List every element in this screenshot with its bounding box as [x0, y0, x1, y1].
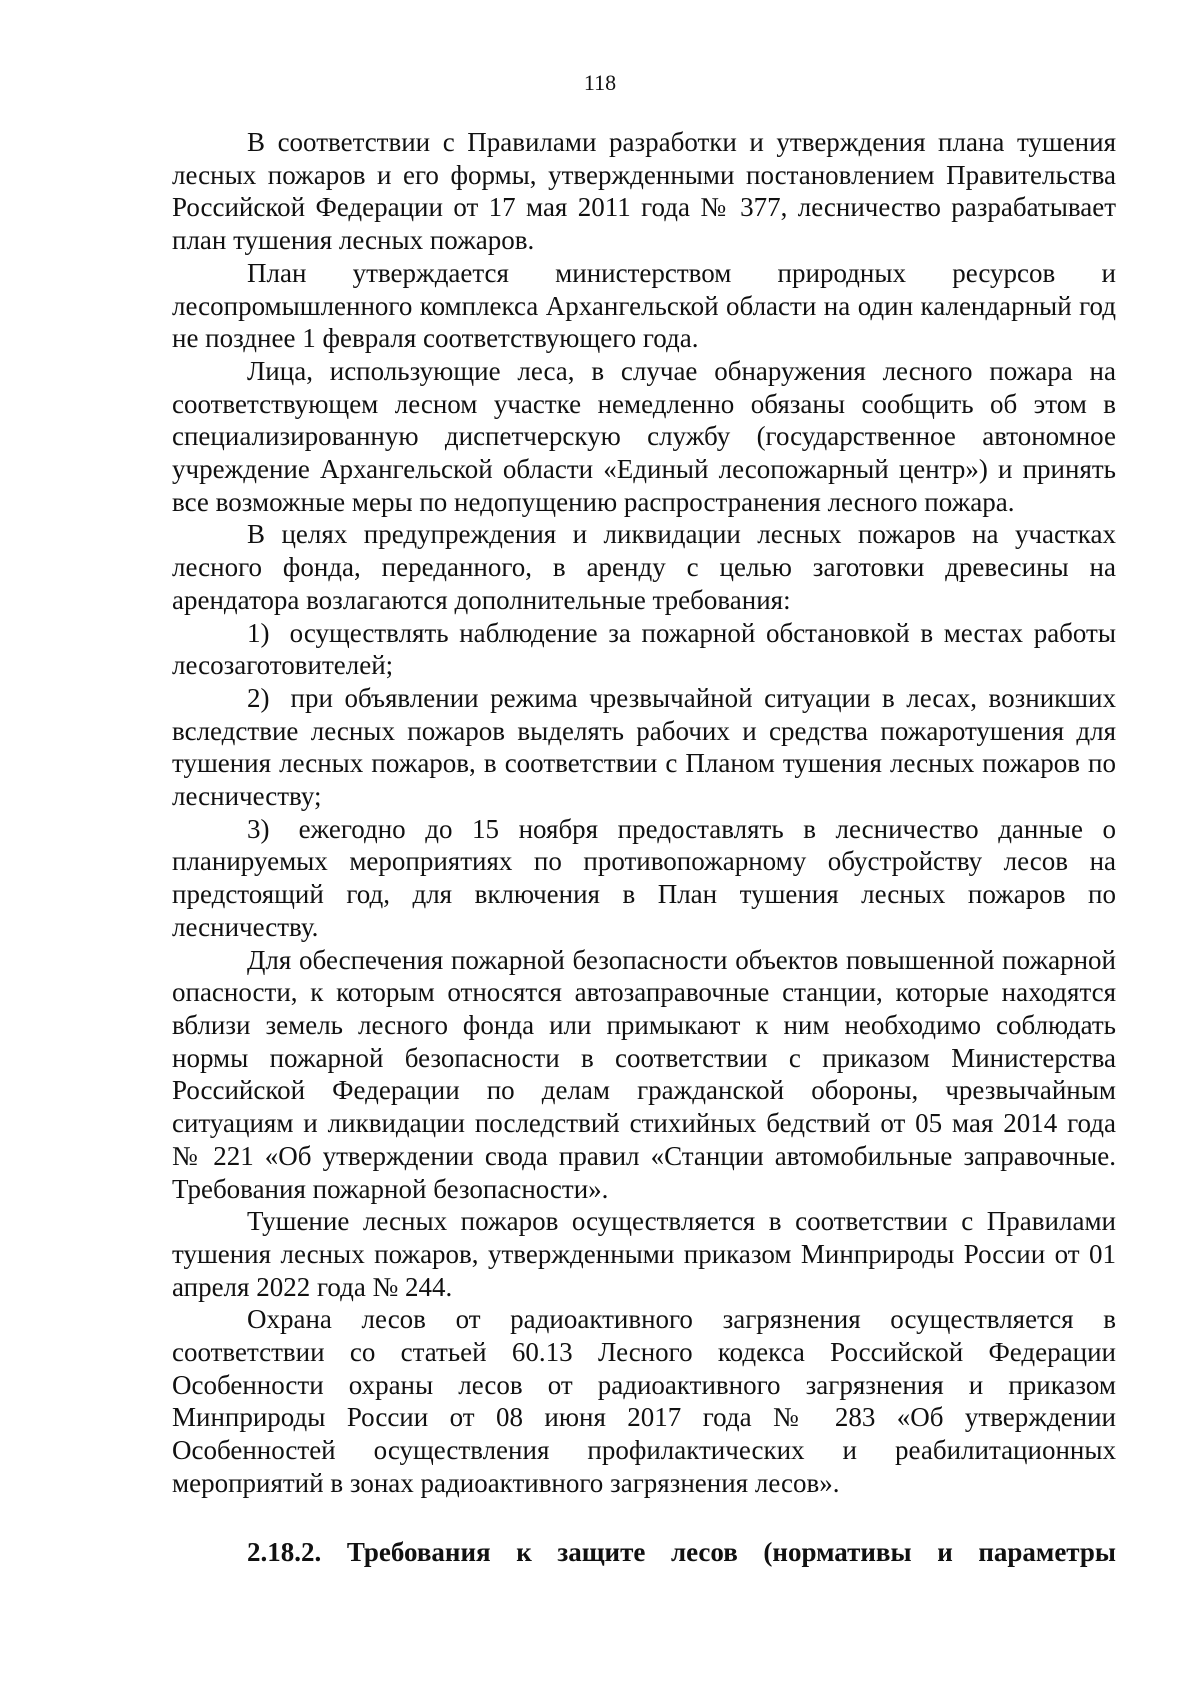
paragraph-plan-approval: План утверждается министерством природных ресурсов и лесопромышленного комплекса Архангельской области на один календарный год не позднее 1 февраля соответствующего года.: [172, 257, 1116, 354]
requirement-item: [172, 813, 1116, 944]
paragraph-fire-suppression-rules: Тушение лесных пожаров осуществляется в соответствии с Правилами тушения лесных пожаров, утвержденными приказом Минприроды России от 01 апреля 2022 года № 244.: [172, 1206, 1116, 1302]
paragraph-radioactive-protection: Охрана лесов от радиоактивного загрязнения осуществляется в соответствии со статьей 60.13 Лесного кодекса Российской Федерации Особенности охраны лесов от радиоактивного загрязнения и приказом Минприроды России от 08 июня 2017 года № 283 «Об утверждении Особенностей осуществления профилактических и реабилитационных мероприятий в зонах радиоактивного загрязнения лесов».: [172, 1304, 1116, 1498]
requirement-text: при объявлении режима чрезвычайной ситуации в лесах, возникших вследствие лесных пожаров выделять рабочих и средства пожаротушения для тушения лесных пожаров, в соответствии с Планом тушения лесных пожаров по лесничеству;: [172, 682, 1116, 812]
page-number: 118: [583, 70, 617, 95]
paragraph-tenant-requirements: В целях предупреждения и ликвидации лесных пожаров на участках лесного фонда, переданного, в аренду с целью заготовки древесины на арендатора возлагаются дополнительные требования:: [172, 519, 1116, 615]
paragraph-fire-reporting: Лица, использующие леса, в случае обнаружения лесного пожара на соответствующем лесном участке немедленно обязаны сообщить об этом в специализированную диспетчерскую службу (государственное автономное учреждение Архангельской области «Единый лесопожарный центр») и принять все возможные меры по недопущению распространения лесного пожара.: [172, 355, 1116, 517]
paragraph-fire-plan-rules: В соответствии с Правилами разработки и утверждения плана тушения лесных пожаров и его формы, утвержденными постановлением Правительства Российской Федерации от 17 мая 2011 года № 377, лесничество разрабатывает план тушения лесных пожаров.: [172, 127, 1116, 256]
document-body: [172, 126, 1116, 1568]
requirement-number: 3): [247, 813, 270, 844]
requirement-number: 2): [247, 682, 270, 713]
requirement-item: [172, 682, 1116, 813]
requirement-item: [172, 617, 1116, 682]
requirement-text: ежегодно до 15 ноября предоставлять в лесничество данные о планируемых мероприятиях по противопожарному обустройству лесов на предстоящий год, для включения в План тушения лесных пожаров по лесничеству.: [172, 813, 1116, 942]
requirement-number: 1): [247, 617, 270, 648]
section-heading: 2.18.2. Требования к защите лесов (нормативы и параметры: [247, 1536, 1116, 1567]
requirement-text: осуществлять наблюдение за пожарной обстановкой в местах работы лесозаготовителей;: [172, 617, 1116, 681]
paragraph-gas-station-safety: Для обеспечения пожарной безопасности объектов повышенной пожарной опасности, к которым относятся автозаправочные станции, которые находятся вблизи земель лесного фонда или примыкают к ним необходимо соблюдать нормы пожарной безопасности в соответствии с приказом Министерства Российской Федерации по делам гражданской обороны, чрезвычайным ситуациям и ликвидации последствий стихийных бедствий от 05 мая 2014 года № 221 «Об утверждении свода правил «Станции автомобильные заправочные. Требования пожарной безопасности».: [172, 944, 1116, 1204]
